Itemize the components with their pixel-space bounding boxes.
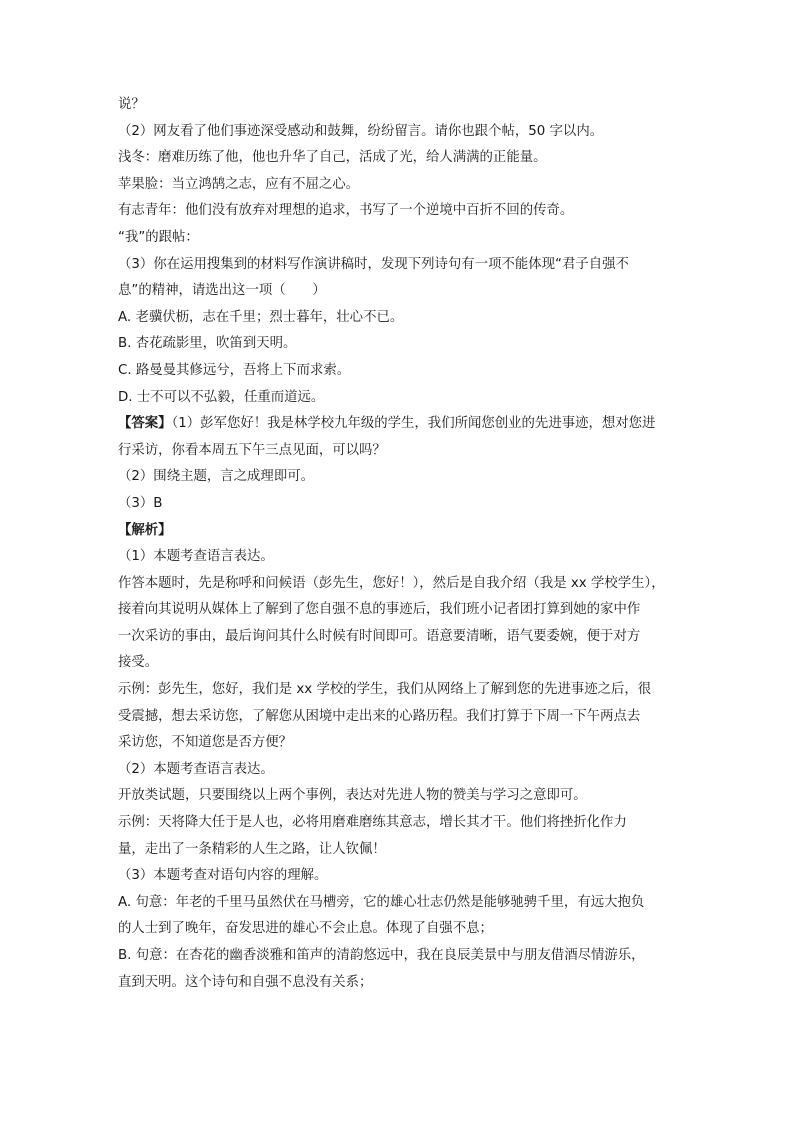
text-line-l07 <box>118 252 678 279</box>
line-text: 开放类试题，只要围绕以上两个事例，表达对先进人物的赞美与学习之意即可。 <box>118 788 587 804</box>
line-text: D. 士不可以不弘毅，任重而道远。 <box>118 389 325 405</box>
text-line-l03 <box>118 145 678 172</box>
section-label: 【答案】 <box>118 416 172 432</box>
line-text: 浅冬：磨难历练了他，他也升华了自己，活成了光，给人满满的正能量。 <box>118 150 547 166</box>
text-line-l18 <box>118 544 678 571</box>
line-text: （2）围绕主题，言之成理即可。 <box>118 469 314 485</box>
line-text: 示例：彭先生，您好，我们是 xx 学校的学生，我们从网络上了解到您的先进事迹之后，很 <box>118 682 652 698</box>
line-text: 行采访，你看本周五下午三点见面，可以吗？ <box>118 442 386 458</box>
line-text: 作答本题时，先是称呼和问候语（彭先生，您好！），然后是自我介绍（我是 xx 学校学生）， <box>118 575 665 591</box>
text-line-l14 <box>118 438 678 465</box>
text-line-l32 <box>118 916 678 943</box>
line-text: A. 句意：年老的千里马虽然伏在马槽旁，它的雄心壮志仍然是能够驰骋千里，有远大抱负 <box>118 894 645 910</box>
text-line-l27 <box>118 783 678 810</box>
text-line-l05 <box>118 198 678 225</box>
line-text: 有志青年：他们没有放弃对理想的追求，书写了一个逆境中百折不回的传奇。 <box>118 203 574 219</box>
text-line-l15 <box>118 464 678 491</box>
text-line-l26 <box>118 757 678 784</box>
line-text: 说？ <box>118 97 145 112</box>
line-text: 息”的精神，请选出这一项（ ） <box>118 283 326 299</box>
text-line-l19 <box>118 571 678 598</box>
document-body <box>118 92 678 996</box>
line-text: 量，走出了一条精彩的人生之路，让人钦佩！ <box>118 841 386 857</box>
text-line-l23 <box>118 677 678 704</box>
text-line-l09 <box>118 305 678 332</box>
line-text: 示例：天将降大任于是人也，必将用磨难磨练其意志，增长其才干。他们将挫折化作力 <box>118 815 627 831</box>
text-line-l25 <box>118 730 678 757</box>
text-line-l06 <box>118 225 678 252</box>
text-line-l10 <box>118 331 678 358</box>
line-text: 接着向其说明从媒体上了解到了您自强不息的事迹后，我们班小记者团打算到她的家中作 <box>118 602 641 618</box>
line-text: “我”的跟帖： <box>118 229 199 245</box>
line-text: A. 老骥伏枥，志在千里；烈士暮年，壮心不已。 <box>118 309 404 325</box>
text-line-l11 <box>118 358 678 385</box>
line-text: B. 杏花疏影里，吹笛到天明。 <box>118 336 297 352</box>
text-line-l31 <box>118 890 678 917</box>
line-text: 苹果脸：当立鸿鹄之志，应有不屈之心。 <box>118 176 360 192</box>
text-line-l20 <box>118 597 678 624</box>
line-text: （1）彭军您好！我是林学校九年级的学生，我们所闻您创业的先进事迹，想对您进 <box>171 416 656 432</box>
line-text: 采访您，不知道您是否方便？ <box>118 735 293 751</box>
text-line-l02 <box>118 119 678 146</box>
text-line-l21 <box>118 624 678 651</box>
line-text: 的人士到了晚年，奋发思进的雄心不会止息。体现了自强不息； <box>118 921 493 937</box>
line-text: （3）B <box>118 495 163 511</box>
line-text: （2）网友看了他们事迹深受感动和鼓舞，纷纷留言。请你也跟个帖，50 字以内。 <box>118 123 604 139</box>
line-text: 接受。 <box>118 655 159 671</box>
line-text: （1）本题考查语言表达。 <box>118 549 274 565</box>
text-line-l22 <box>118 650 678 677</box>
text-line-l24 <box>118 704 678 731</box>
line-text: 直到天明。这个诗句和自强不息没有关系； <box>118 974 373 990</box>
text-line-l01 <box>118 92 678 119</box>
line-text: （3）本题考查对语句内容的理解。 <box>118 868 328 884</box>
text-line-l30 <box>118 863 678 890</box>
line-text: B. 句意：在杏花的幽香淡雅和笛声的清韵悠远中，我在良辰美景中与朋友借酒尽情游乐， <box>118 948 645 963</box>
line-text: （2）本题考查语言表达。 <box>118 761 274 777</box>
line-text: 一次采访的事由，最后询问其什么时候有时间即可。语意要清晰，语气要委婉，便于对方 <box>118 628 641 644</box>
text-line-l34 <box>118 970 678 997</box>
line-text: C. 路曼曼其修远兮，吾将上下而求索。 <box>118 362 351 378</box>
text-line-l13 <box>118 411 678 438</box>
line-text: 受震撼，想去采访您，了解您从困境中走出来的心路历程。我们打算于下周一下午两点去 <box>118 708 641 724</box>
text-line-l33 <box>118 943 678 970</box>
text-line-l04 <box>118 172 678 199</box>
text-line-l16 <box>118 491 678 518</box>
section-label: 【解析】 <box>118 522 172 538</box>
text-line-l17 <box>118 518 678 545</box>
text-line-l08 <box>118 278 678 305</box>
text-line-l29 <box>118 837 678 864</box>
line-text: （3）你在运用搜集到的材料写作演讲稿时，发现下列诗句有一项不能体现“君子自强不 <box>118 256 629 272</box>
text-line-l28 <box>118 810 678 837</box>
text-line-l12 <box>118 385 678 412</box>
